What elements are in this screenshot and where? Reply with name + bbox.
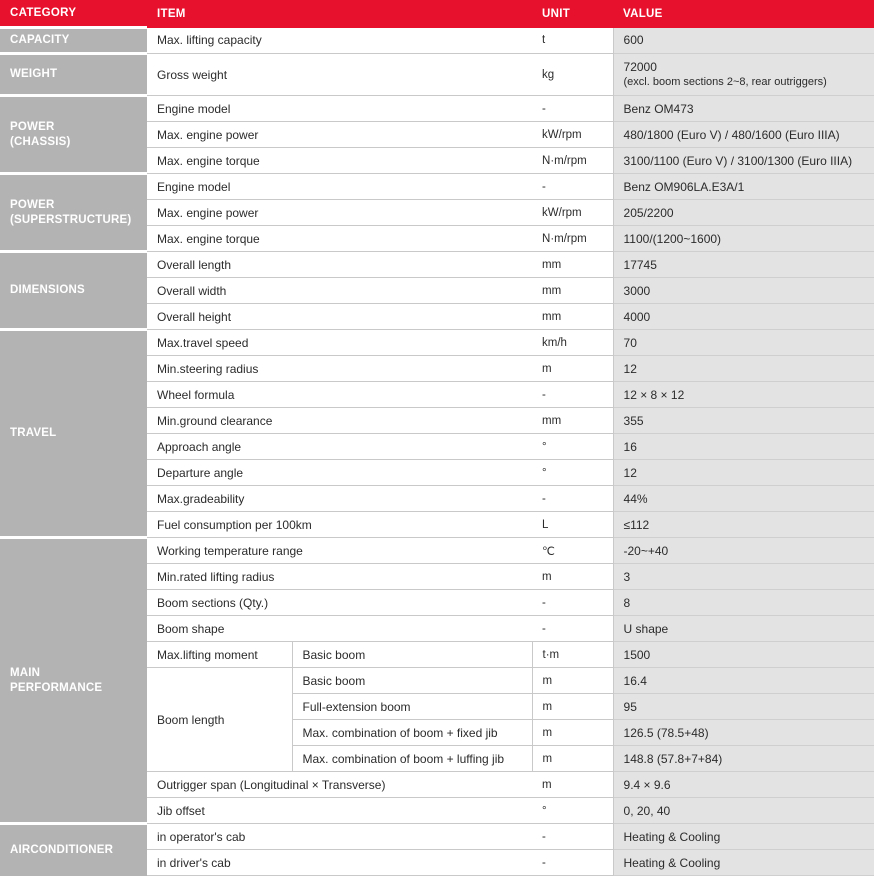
item-cell: Max. lifting capacity bbox=[147, 28, 532, 54]
category-cell bbox=[0, 96, 147, 174]
category-cell: WEIGHT bbox=[0, 54, 147, 96]
item-cell: Engine model bbox=[147, 174, 532, 200]
sub-item-cell: Max. combination of boom + fixed jib bbox=[292, 720, 532, 746]
value-cell: U shape bbox=[613, 616, 874, 642]
item-cell: Max. engine torque bbox=[147, 148, 532, 174]
unit-cell: mm bbox=[532, 252, 613, 278]
value-cell: 12 × 8 × 12 bbox=[613, 382, 874, 408]
sub-item-cell: Full-extension boom bbox=[292, 694, 532, 720]
unit-cell: m bbox=[532, 720, 613, 746]
item-cell: Max. engine power bbox=[147, 122, 532, 148]
header-unit: UNIT bbox=[532, 0, 613, 28]
unit-cell: - bbox=[532, 590, 613, 616]
unit-cell: m bbox=[532, 564, 613, 590]
value-cell: 12 bbox=[613, 460, 874, 486]
table-row bbox=[0, 174, 874, 200]
item-cell: Wheel formula bbox=[147, 382, 532, 408]
value-cell: 480/1800 (Euro V) / 480/1600 (Euro IIIA) bbox=[613, 122, 874, 148]
item-cell: Engine model bbox=[147, 96, 532, 122]
unit-cell: ° bbox=[532, 434, 613, 460]
value-cell: 44% bbox=[613, 486, 874, 512]
value-cell: Heating & Cooling bbox=[613, 824, 874, 850]
value-cell: 16.4 bbox=[613, 668, 874, 694]
unit-cell: kW/rpm bbox=[532, 200, 613, 226]
value-main: 72000 bbox=[623, 60, 657, 74]
value-cell: 126.5 (78.5+48) bbox=[613, 720, 874, 746]
value-cell: 148.8 (57.8+7+84) bbox=[613, 746, 874, 772]
unit-cell: - bbox=[532, 382, 613, 408]
item-cell: Max.travel speed bbox=[147, 330, 532, 356]
unit-cell: N·m/rpm bbox=[532, 148, 613, 174]
sub-item-cell: Basic boom bbox=[292, 642, 532, 668]
value-cell: 70 bbox=[613, 330, 874, 356]
value-cell: 3000 bbox=[613, 278, 874, 304]
unit-cell: m bbox=[532, 772, 613, 798]
value-cell: 600 bbox=[613, 28, 874, 54]
item-cell: Boom sections (Qty.) bbox=[147, 590, 532, 616]
table-row bbox=[0, 538, 874, 564]
item-cell: Max. engine power bbox=[147, 200, 532, 226]
unit-cell: N·m/rpm bbox=[532, 226, 613, 252]
unit-cell: m bbox=[532, 668, 613, 694]
unit-cell: - bbox=[532, 616, 613, 642]
item-cell: Gross weight bbox=[147, 54, 532, 96]
item-cell: Overall length bbox=[147, 252, 532, 278]
table-row bbox=[0, 252, 874, 278]
category-label-line1: POWER bbox=[10, 198, 55, 211]
unit-cell: mm bbox=[532, 278, 613, 304]
item-cell: Overall height bbox=[147, 304, 532, 330]
unit-cell: mm bbox=[532, 408, 613, 434]
category-cell: DIMENSIONS bbox=[0, 252, 147, 330]
value-cell: Benz OM473 bbox=[613, 96, 874, 122]
table-row bbox=[0, 54, 874, 96]
table-row bbox=[0, 96, 874, 122]
unit-cell: m bbox=[532, 746, 613, 772]
value-cell: 9.4 × 9.6 bbox=[613, 772, 874, 798]
unit-cell: m bbox=[532, 356, 613, 382]
value-cell: 8 bbox=[613, 590, 874, 616]
item-cell: Min.ground clearance bbox=[147, 408, 532, 434]
category-cell: AIRCONDITIONER bbox=[0, 824, 147, 876]
unit-cell: kg bbox=[532, 54, 613, 96]
item-cell: in operator's cab bbox=[147, 824, 532, 850]
item-cell: Jib offset bbox=[147, 798, 532, 824]
unit-cell: t·m bbox=[532, 642, 613, 668]
unit-cell: ° bbox=[532, 798, 613, 824]
unit-cell: - bbox=[532, 486, 613, 512]
value-cell: Benz OM906LA.E3A/1 bbox=[613, 174, 874, 200]
value-cell: 3 bbox=[613, 564, 874, 590]
item-cell: Fuel consumption per 100km bbox=[147, 512, 532, 538]
table-body bbox=[0, 28, 874, 876]
value-cell: 3100/1100 (Euro V) / 3100/1300 (Euro IIIA) bbox=[613, 148, 874, 174]
table-row bbox=[0, 330, 874, 356]
value-cell: 95 bbox=[613, 694, 874, 720]
header-item: ITEM bbox=[147, 0, 532, 28]
value-cell: 4000 bbox=[613, 304, 874, 330]
sub-item-cell: Basic boom bbox=[292, 668, 532, 694]
unit-cell: - bbox=[532, 850, 613, 876]
value-cell: 1100/(1200~1600) bbox=[613, 226, 874, 252]
item-cell: Boom length bbox=[147, 668, 292, 772]
unit-cell: mm bbox=[532, 304, 613, 330]
item-cell: Departure angle bbox=[147, 460, 532, 486]
item-cell: Max.gradeability bbox=[147, 486, 532, 512]
value-cell bbox=[613, 54, 874, 96]
item-cell: Outrigger span (Longitudinal × Transverse) bbox=[147, 772, 532, 798]
category-cell bbox=[0, 174, 147, 252]
table-header-row bbox=[0, 0, 874, 28]
item-cell: Approach angle bbox=[147, 434, 532, 460]
item-cell: Max. engine torque bbox=[147, 226, 532, 252]
category-label-line1: MAIN bbox=[10, 666, 41, 679]
category-label-line2: PERFORMANCE bbox=[10, 681, 103, 694]
category-label-line2: (CHASSIS) bbox=[10, 135, 71, 148]
value-note: (excl. boom sections 2~8, rear outriggers) bbox=[623, 76, 827, 88]
value-cell: 355 bbox=[613, 408, 874, 434]
item-cell: Min.steering radius bbox=[147, 356, 532, 382]
item-cell: Boom shape bbox=[147, 616, 532, 642]
unit-cell: L bbox=[532, 512, 613, 538]
unit-cell: - bbox=[532, 96, 613, 122]
category-cell bbox=[0, 538, 147, 824]
value-cell: 17745 bbox=[613, 252, 874, 278]
header-value: VALUE bbox=[613, 0, 874, 28]
category-label-line2: (SUPERSTRUCTURE) bbox=[10, 213, 132, 226]
value-cell: 16 bbox=[613, 434, 874, 460]
value-cell: Heating & Cooling bbox=[613, 850, 874, 876]
unit-cell: - bbox=[532, 824, 613, 850]
unit-cell: - bbox=[532, 174, 613, 200]
sub-item-cell: Max. combination of boom + luffing jib bbox=[292, 746, 532, 772]
value-cell: 205/2200 bbox=[613, 200, 874, 226]
value-cell: 0, 20, 40 bbox=[613, 798, 874, 824]
value-cell: ≤112 bbox=[613, 512, 874, 538]
category-label-line1: POWER bbox=[10, 120, 55, 133]
unit-cell: ℃ bbox=[532, 538, 613, 564]
item-cell: Working temperature range bbox=[147, 538, 532, 564]
value-cell: 12 bbox=[613, 356, 874, 382]
table-row bbox=[0, 28, 874, 54]
unit-cell: kW/rpm bbox=[532, 122, 613, 148]
category-cell: TRAVEL bbox=[0, 330, 147, 538]
header-category: CATEGORY bbox=[0, 0, 147, 28]
item-cell: Overall width bbox=[147, 278, 532, 304]
unit-cell: ° bbox=[532, 460, 613, 486]
value-cell: -20~+40 bbox=[613, 538, 874, 564]
item-cell: Max.lifting moment bbox=[147, 642, 292, 668]
unit-cell: km/h bbox=[532, 330, 613, 356]
unit-cell: t bbox=[532, 28, 613, 54]
item-cell: Min.rated lifting radius bbox=[147, 564, 532, 590]
unit-cell: m bbox=[532, 694, 613, 720]
item-cell: in driver's cab bbox=[147, 850, 532, 876]
value-cell: 1500 bbox=[613, 642, 874, 668]
category-cell: CAPACITY bbox=[0, 28, 147, 54]
